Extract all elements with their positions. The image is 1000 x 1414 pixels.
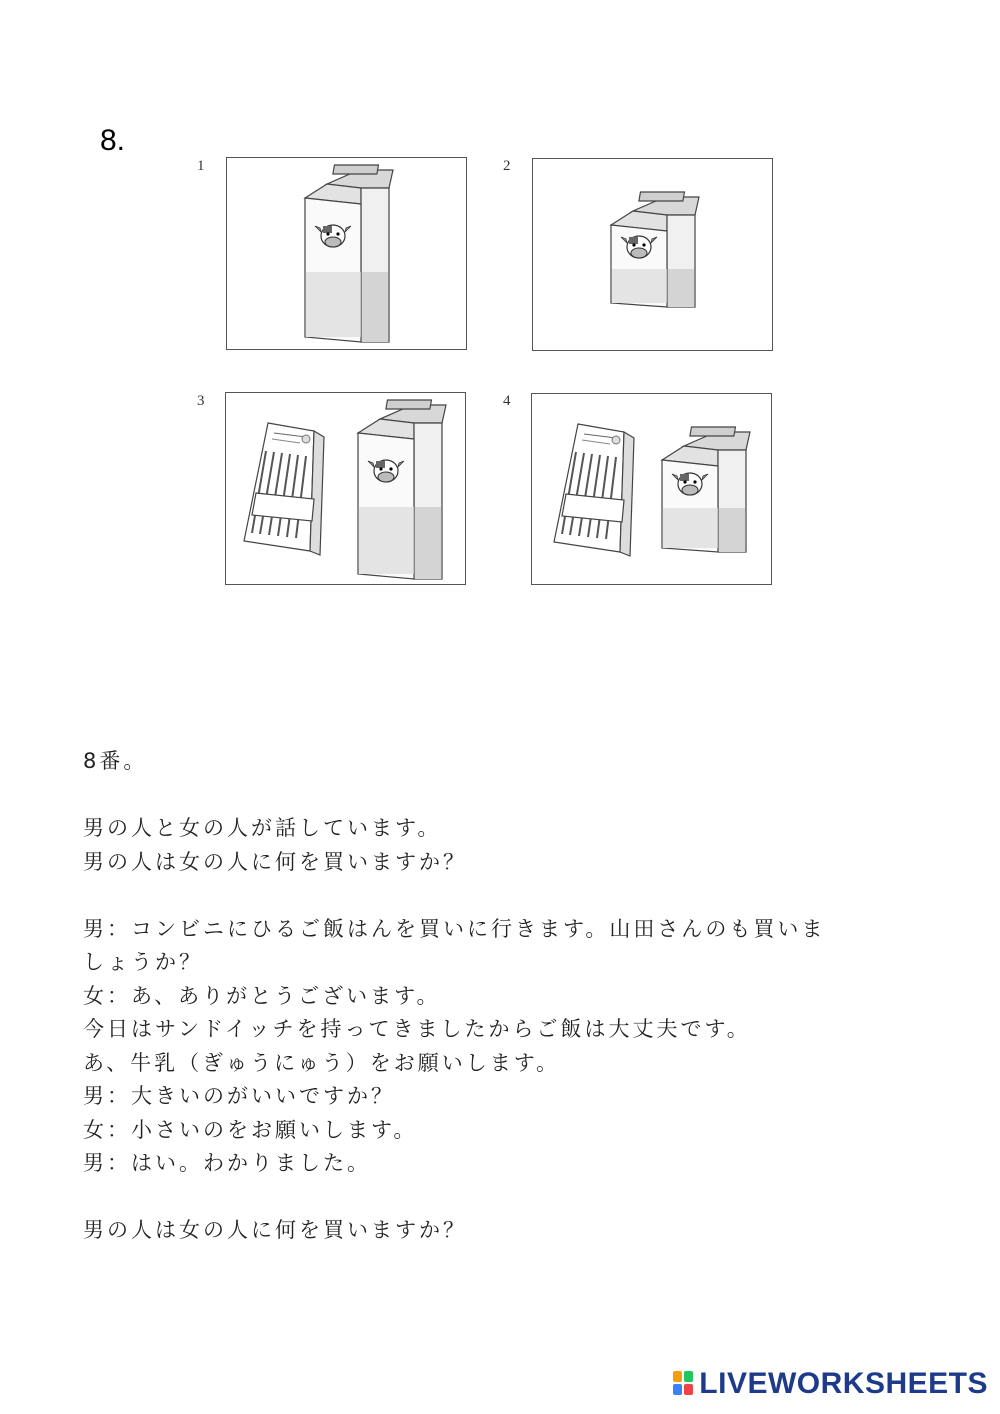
- choice-4-picture[interactable]: [531, 393, 772, 585]
- final-question: 男の人は女の人に何を買いますか？: [83, 1218, 467, 1242]
- dialogue-line-7: 女：小さいのをお願いします。: [83, 1117, 418, 1142]
- dialogue-line-6: 男：大きいのがいいですか？: [83, 1084, 395, 1108]
- small-milk-carton-icon: [533, 159, 774, 352]
- dialogue-line-3: 女：あ、ありがとうございます。: [83, 983, 441, 1008]
- sandwich-icon: [244, 423, 324, 555]
- choice-label-2: 2: [503, 158, 511, 174]
- dialogue-line-8: 男：はい。わかりました。: [83, 1151, 371, 1175]
- dialogue-line-5: あ、牛乳（ぎゅうにゅう）をお願いします。: [83, 1050, 561, 1075]
- logo-text: LIVEWORKSHEETS: [699, 1367, 988, 1400]
- listening-script: [83, 745, 923, 1248]
- large-milk-carton-icon: [358, 400, 446, 579]
- dialogue-line-1: 男：コンビニにひるご飯はんを買いに行きます。山田さんのも買いま: [83, 916, 826, 941]
- choice-label-4: 4: [503, 393, 511, 409]
- liveworksheets-mark-icon: [673, 1371, 695, 1397]
- small-milk-carton-icon: [662, 427, 750, 552]
- choice-label-1: 1: [197, 158, 205, 174]
- intro-line-2: 男の人は女の人に何を買いますか？: [83, 849, 467, 874]
- choice-label-3: 3: [197, 393, 205, 409]
- intro-line-1: 男の人と女の人が話しています。: [83, 816, 442, 840]
- question-number: 8.: [100, 124, 126, 157]
- large-milk-carton-icon: [227, 158, 468, 351]
- dialogue-line-2: しょうか？: [83, 950, 203, 974]
- liveworksheets-logo[interactable]: [673, 1366, 988, 1402]
- script-heading: 8番。: [83, 749, 148, 773]
- sandwich-icon: [554, 424, 634, 556]
- dialogue-line-4: 今日はサンドイッチを持ってきましたからご飯は大丈夫です。: [83, 1017, 751, 1041]
- choice-3-picture[interactable]: [225, 392, 466, 585]
- choice-2-picture[interactable]: [532, 158, 773, 351]
- choice-1-picture[interactable]: [226, 157, 467, 350]
